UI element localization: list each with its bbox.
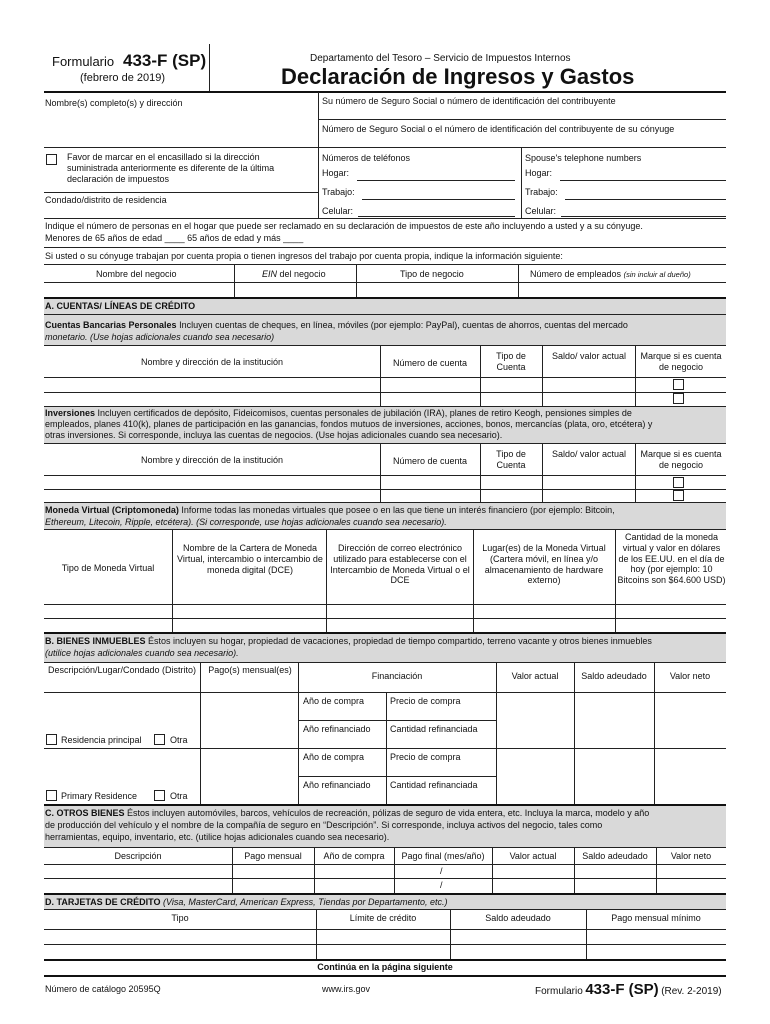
- cc-col-type: Tipo: [171, 913, 189, 923]
- section-c-text-2: de producción del vehículo y el nombre de la compañía de seguro en “Descripción”. Si corresponde, incluya activos del negocio, tales como: [45, 820, 603, 830]
- age-count-text[interactable]: Menores de 65 años de edad ____ 65 años de edad y más ____: [45, 233, 304, 243]
- section-c-text-3: herramientas, equipo, inventario, etc. (utilice hojas adicionales cuando sea necesario).: [45, 832, 390, 842]
- section-b-text-2: (utilice hojas adicionales cuando sea necesario).: [45, 648, 239, 658]
- re1-year-refi[interactable]: Año refinanciado: [303, 724, 371, 734]
- bank-business-checkbox-2[interactable]: [673, 393, 684, 404]
- inv-col-type: Tipo de Cuenta: [496, 449, 526, 470]
- footer-form-id: Formulario 433-F (SP) (Rev. 2-2019): [535, 981, 722, 998]
- primary-residence-checkbox-2[interactable]: [46, 790, 57, 801]
- oa-col-final: Pago final (mes/año): [401, 851, 485, 861]
- crypto-col-location: Lugar(es) de la Moneda Virtual (Cartera móvil, en línea y/o almacenamiento de hardware externo): [482, 543, 606, 586]
- bank-col-balance: Saldo/ valor actual: [551, 351, 627, 361]
- re2-amount-refi[interactable]: Cantidad refinanciada: [390, 780, 478, 790]
- ssn-label[interactable]: Su número de Seguro Social o número de identificación del contribuyente: [322, 96, 616, 106]
- bank-col-name: Nombre y dirección de la institución: [140, 357, 284, 367]
- employees-col: Número de empleados (sin incluir al dueño): [530, 269, 691, 279]
- spouse-ssn-label[interactable]: Número de Seguro Social o el número de identificación del contribuyente de su cónyuge: [322, 124, 675, 134]
- section-b-title: B. BIENES INMUEBLES Éstos incluyen su hogar, propiedad de vacaciones, propiedad de tiempo compartido, terreno vacante y otros bienes inmuebles: [45, 636, 652, 646]
- county-label[interactable]: Condado/distrito de residencia: [45, 195, 167, 205]
- catalog-number: Número de catálogo 20595Q: [45, 984, 161, 994]
- other-label-1: Otra: [170, 735, 188, 745]
- cc-col-balance: Saldo adeudado: [485, 913, 551, 923]
- spouse-work-phone-label[interactable]: Trabajo:: [525, 187, 558, 197]
- re2-year-purchase[interactable]: Año de compra: [303, 752, 365, 762]
- re-col-financing: Financiación: [371, 671, 423, 681]
- crypto-col-email: Dirección de correo electrónico utilizado para establecerse con el Intercambio de Moneda Virtual o el DCE: [330, 543, 470, 586]
- crypto-text-1: Moneda Virtual (Criptomoneda) Informe todas las monedas virtuales que posee o en las que tiene un interés financiero (por ejemplo: Bitcoin,: [45, 505, 615, 515]
- section-a-title: A. CUENTAS/ LÍNEAS DE CRÉDITO: [45, 301, 196, 311]
- crypto-col-amount: Cantidad de la moneda virtual y valor en dólares de los EE.UU. en el día de hoy (por ejemplo: 10 Bitcoins son $64.600 USD): [617, 532, 726, 586]
- spouse-phones-label: Spouse's telephone numbers: [525, 153, 642, 163]
- re-col-value: Valor actual: [511, 671, 559, 681]
- header-divider: [209, 44, 210, 92]
- department: Departamento del Tesoro – Servicio de Impuestos Internos: [310, 53, 571, 64]
- bank-col-number: Número de cuenta: [392, 358, 468, 368]
- cell-phone-label[interactable]: Celular:: [322, 206, 354, 216]
- form-number: 433-F (SP): [123, 51, 207, 70]
- inv-business-checkbox-2[interactable]: [673, 490, 684, 501]
- inv-business-checkbox-1[interactable]: [673, 477, 684, 488]
- cc-col-min: Pago mensual mínimo: [611, 913, 701, 923]
- business-type-col: Tipo de negocio: [400, 269, 464, 279]
- re1-amount-refi[interactable]: Cantidad refinanciada: [390, 724, 478, 734]
- oa-col-balance: Saldo adeudado: [582, 851, 648, 861]
- oa-col-net: Valor neto: [670, 851, 712, 861]
- section-d-title: D. TARJETAS DE CRÉDITO (Visa, MasterCard, American Express, Tiendas por Departamento, etc.): [45, 897, 448, 907]
- oa-slash-1: /: [440, 866, 443, 876]
- inv-col-balance: Saldo/ valor actual: [551, 449, 627, 459]
- investments-text-3: otras inversiones. Si corresponde, incluya las cuentas de negocios. (Use hojas adicionales cuando sea necesario).: [45, 430, 503, 440]
- re-col-balance: Saldo adeudado: [581, 671, 647, 681]
- self-employed-text: Si usted o su cónyuge trabajan por cuenta propia o tienen ingresos del trabajo por cuenta propia, indique la información siguiente:: [45, 251, 563, 261]
- re-col-net: Valor neto: [669, 671, 711, 681]
- bank-col-business: Marque si es cuenta de negocio: [640, 351, 722, 372]
- spouse-cell-phone-label[interactable]: Celular:: [525, 206, 557, 216]
- ein-col: EIN del negocio: [262, 269, 326, 279]
- re-col-payments: Pago(s) mensual(es): [208, 665, 292, 675]
- phones-label: Números de teléfonos: [322, 153, 411, 163]
- work-phone-label[interactable]: Trabajo:: [322, 187, 355, 197]
- bank-business-checkbox-1[interactable]: [673, 379, 684, 390]
- investments-text-2: empleados, planes 410(k), planes de participación en las ganancias, fondos mutuos de inversiones, acciones, bonos, mercancías (plata, oro, etcétera) y: [45, 419, 653, 429]
- crypto-col-wallet: Nombre de la Cartera de Moneda Virtual, intercambio o intercambio de moneda digital (DCE): [177, 543, 323, 575]
- cc-col-limit: Límite de crédito: [349, 913, 417, 923]
- primary-residence-label-1: Residencia principal: [61, 735, 142, 745]
- name-address-label: Nombre(s) completo(s) y dirección: [45, 98, 183, 108]
- inv-col-number: Número de cuenta: [392, 456, 468, 466]
- inv-col-name: Nombre y dirección de la institución: [140, 455, 284, 465]
- page-title: Declaración de Ingresos y Gastos: [281, 64, 635, 89]
- re2-price-purchase[interactable]: Precio de compra: [390, 752, 461, 762]
- bank-accounts-text: Cuentas Bancarias Personales Incluyen cuentas de cheques, en línea, móviles (por ejemplo: PayPal), cuentas de ahorros, cuentas del mercado: [45, 320, 628, 330]
- oa-col-payment: Pago mensual: [244, 851, 302, 861]
- spouse-home-phone-label[interactable]: Hogar:: [525, 168, 553, 178]
- household-text: Indique el número de personas en el hogar que puede ser reclamado en su declaración de impuestos de este año incluyendo a usted y a su cónyuge.: [45, 221, 643, 231]
- address-change-checkbox[interactable]: [46, 154, 57, 165]
- investments-text-1: Inversiones Incluyen certificados de depósito, Fideicomisos, cuentas personales de jubilación (IRA), planes de retiro Keogh, pensiones simples de: [45, 408, 632, 418]
- form-date: (febrero de 2019): [80, 72, 165, 84]
- oa-col-year: Año de compra: [323, 851, 385, 861]
- re1-year-purchase[interactable]: Año de compra: [303, 696, 365, 706]
- irs-url[interactable]: www.irs.gov: [322, 984, 371, 994]
- primary-residence-checkbox-1[interactable]: [46, 734, 57, 745]
- address-change-label: Favor de marcar en el encasillado si la dirección suministrada anteriormente es diferente de la última declaración de impuestos: [67, 152, 275, 184]
- inv-col-business: Marque si es cuenta de negocio: [640, 449, 722, 470]
- oa-col-description: Descripción: [114, 851, 162, 861]
- crypto-col-type: Tipo de Moneda Virtual: [61, 563, 155, 573]
- other-checkbox-1[interactable]: [154, 734, 165, 745]
- crypto-text-2: Ethereum, Litecoin, Ripple, etcétera). (Si corresponde, use hojas adicionales cuando sea necesario).: [45, 517, 447, 527]
- oa-slash-2: /: [440, 880, 443, 890]
- header-rule: [44, 91, 726, 93]
- continue-note: Continúa en la página siguiente: [317, 962, 453, 972]
- re-col-description: Descripción/Lugar/Condado (Distrito): [47, 665, 197, 675]
- other-label-2: Otra: [170, 791, 188, 801]
- primary-residence-label-2: Primary Residence: [61, 791, 138, 801]
- section-c-title: C. OTROS BIENES Éstos incluyen automóviles, barcos, vehículos de recreación, pólizas de seguro de vida entera, etc. Incluya la marca, modelo y año: [45, 808, 650, 818]
- oa-col-value: Valor actual: [509, 851, 557, 861]
- re1-price-purchase[interactable]: Precio de compra: [390, 696, 461, 706]
- home-phone-label[interactable]: Hogar:: [322, 168, 350, 178]
- business-name-col: Nombre del negocio: [96, 269, 177, 279]
- bank-col-type: Tipo de Cuenta: [496, 351, 526, 372]
- re2-year-refi[interactable]: Año refinanciado: [303, 780, 371, 790]
- other-checkbox-2[interactable]: [154, 790, 165, 801]
- bank-accounts-text-2: monetario. (Use hojas adicionales cuando sea necesario): [45, 332, 275, 342]
- form-label: Formulario: [52, 54, 115, 69]
